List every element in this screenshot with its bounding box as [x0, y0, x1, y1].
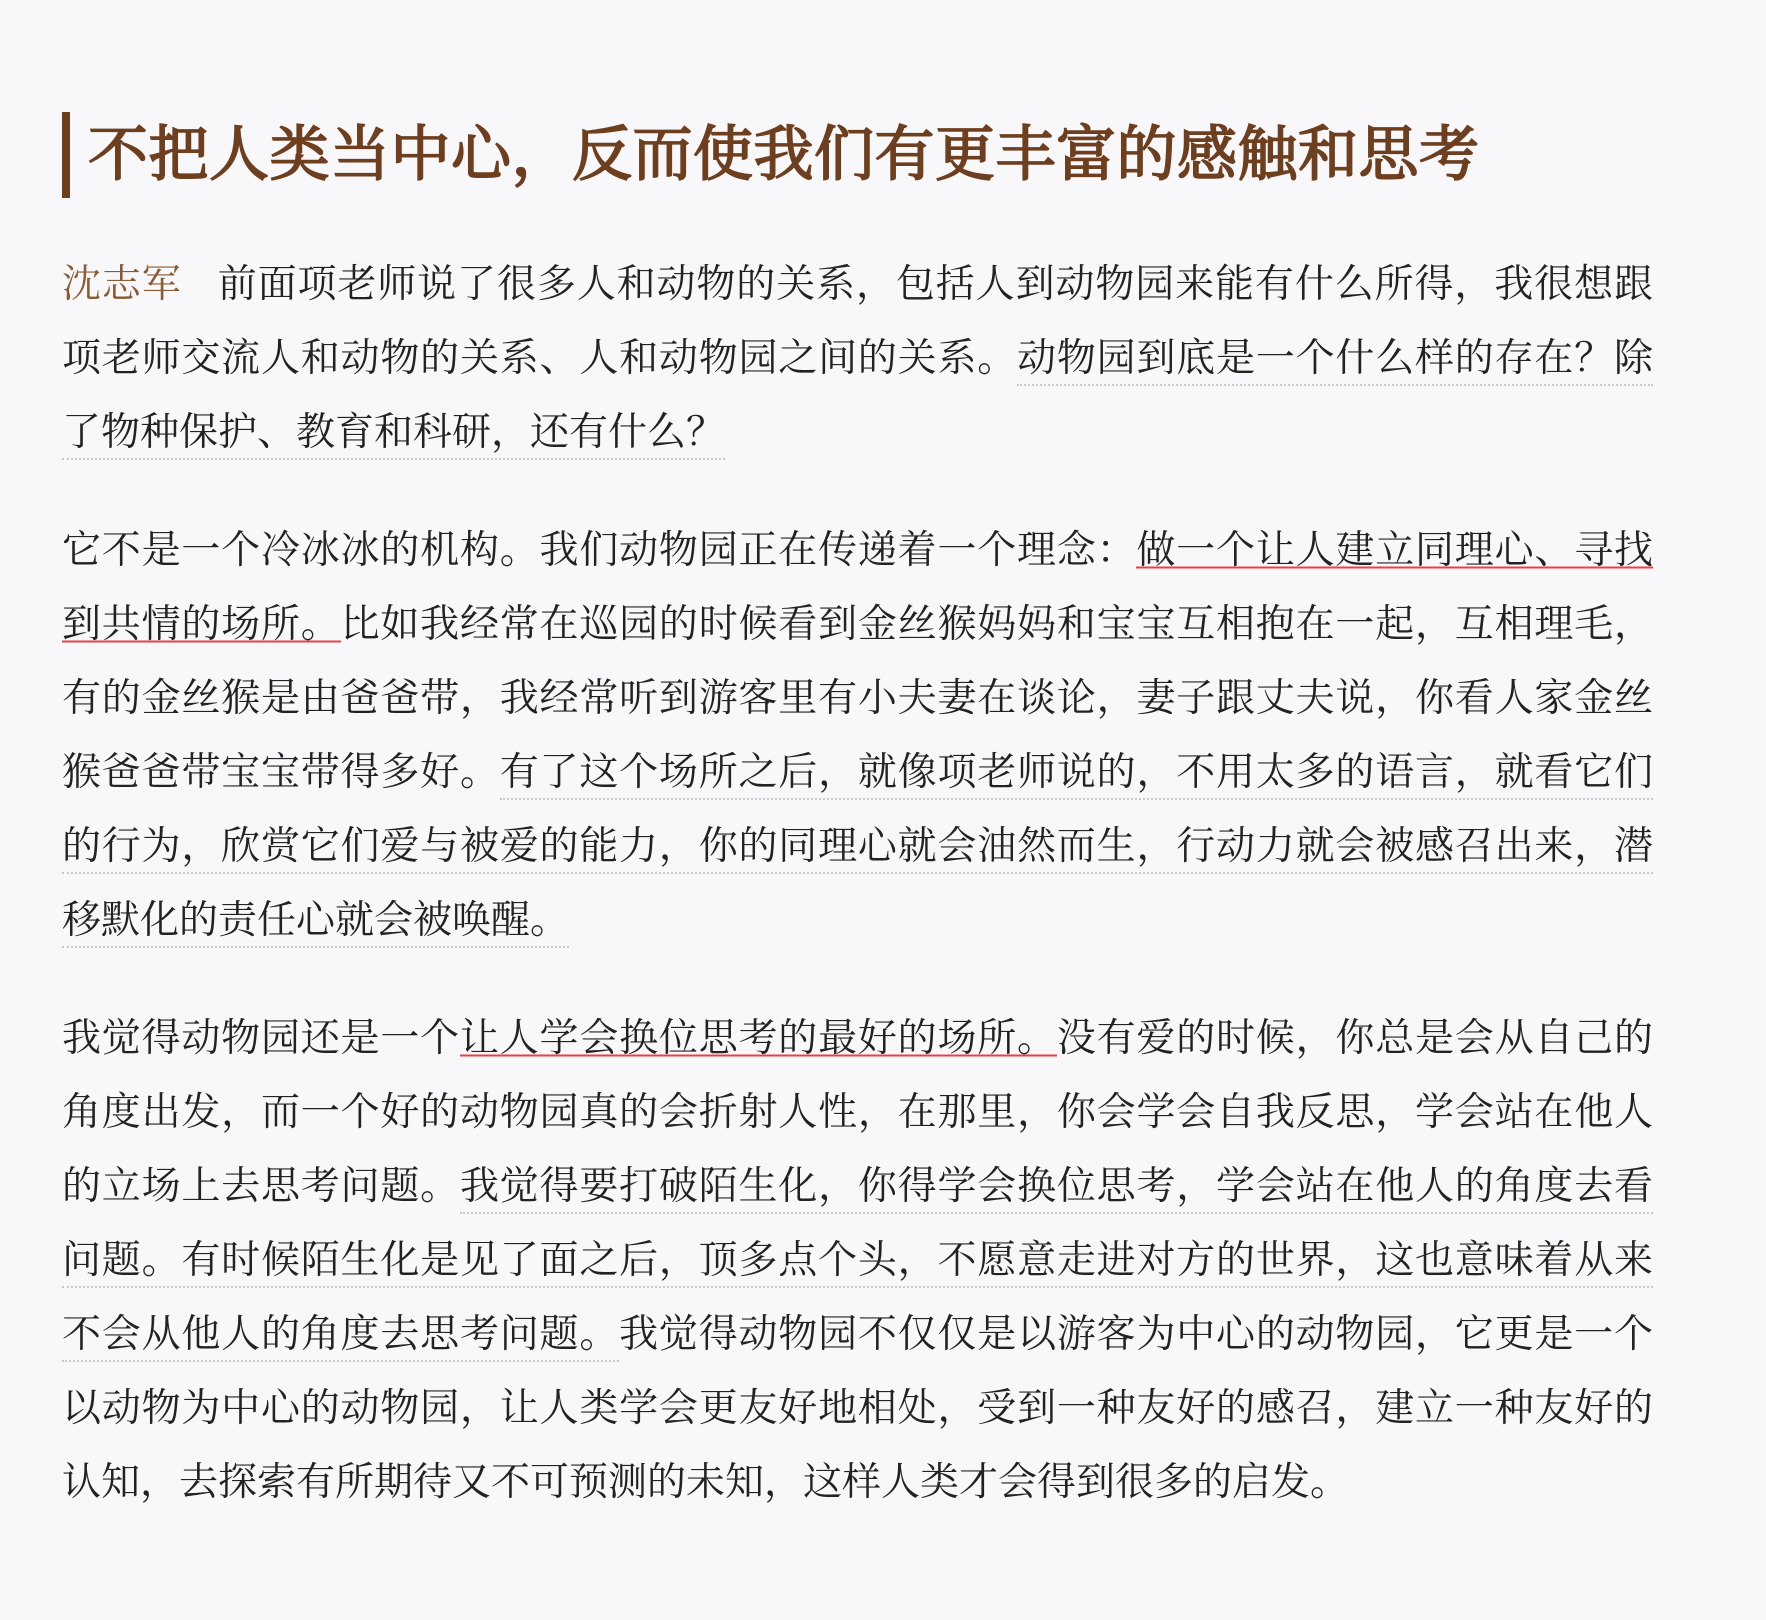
- heading-title: 不把人类当中心，反而使我们有更丰富的感触和思考: [88, 120, 1480, 190]
- section-heading: [62, 112, 1722, 198]
- paragraph-2-text-before: 它不是一个冷冰冰的机构。我们动物园正在传递着一个理念：: [62, 528, 1137, 573]
- article-body: [62, 248, 1653, 1564]
- paragraph-2-red-underline: 做一个让人建立同理心、寻找到共情的场所。: [62, 528, 1653, 647]
- paragraph-3-dotted-highlight: 我觉得要打破陌生化，你得学会换位思考，学会站在他人的角度去看问题。有时候陌生化是见了面之后，顶多点个头，不愿意走进对方的世界，这也意味着从来不会从他人的角度去思考问题。: [62, 1164, 1653, 1362]
- speaker-name: 沈志军: [62, 262, 182, 307]
- paragraph-1-text: 前面项老师说了很多人和动物的关系，包括人到动物园来能有什么所得，我很想跟项老师交流人和动物的关系、人和动物园之间的关系。: [62, 262, 1653, 381]
- paragraph-2: [62, 514, 1653, 958]
- paragraph-3: [62, 1002, 1653, 1520]
- paragraph-1: [62, 248, 1653, 470]
- paragraph-2-dotted-highlight: 有了这个场所之后，就像项老师说的，不用太多的语言，就看它们的行为，欣赏它们爱与被爱的能力，你的同理心就会油然而生，行动力就会被感召出来，潜移默化的责任心就会被唤醒。: [62, 750, 1653, 948]
- paragraph-3-red-underline: 让人学会换位思考的最好的场所。: [459, 1016, 1057, 1061]
- paragraph-3-text-after: 没有爱的时候，你总是会从自己的角度出发，而一个好的动物园真的会折射人性，在那里，你会学会自我反思，学会站在他人的立场上去思考问题。: [62, 1016, 1653, 1209]
- paragraph-3-text-before: 我觉得动物园还是一个: [62, 1016, 460, 1061]
- heading-accent-bar: [62, 112, 70, 198]
- paragraph-1-dotted-highlight: 动物园到底是一个什么样的存在？除了物种保护、教育和科研，还有什么？: [62, 336, 1653, 460]
- paragraph-2-text-after: 比如我经常在巡园的时候看到金丝猴妈妈和宝宝互相抱在一起，互相理毛，有的金丝猴是由爸爸带，我经常听到游客里有小夫妻在谈论，妻子跟丈夫说，你看人家金丝猴爸爸带宝宝带得多好。: [62, 602, 1653, 795]
- paragraph-3-text-end: 我觉得动物园不仅仅是以游客为中心的动物园，它更是一个以动物为中心的动物园，让人类学会更友好地相处，受到一种友好的感召，建立一种友好的认知，去探索有所期待又不可预测的未知，这样人类才会得到很多的启发。: [62, 1312, 1653, 1505]
